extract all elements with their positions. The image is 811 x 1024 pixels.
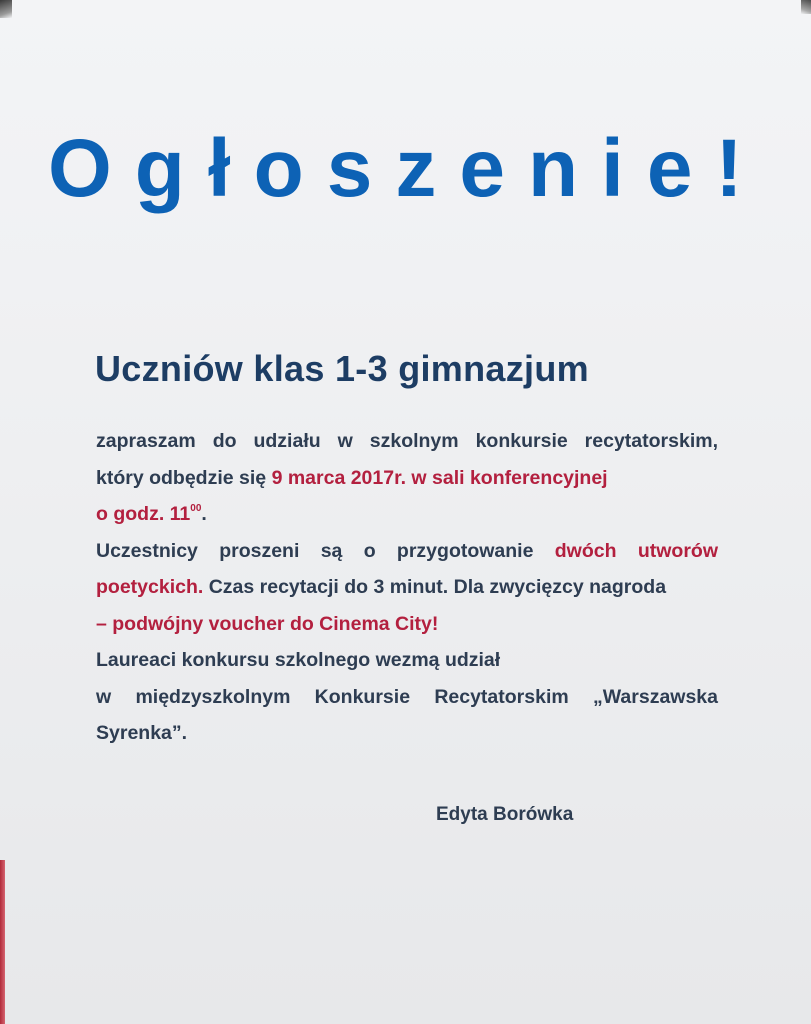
announcement-body bbox=[96, 423, 718, 752]
red-binder-edge bbox=[0, 860, 5, 1024]
tape-corner-right bbox=[801, 0, 811, 14]
body-line-2 bbox=[96, 460, 718, 497]
body-line-9: Syrenka”. bbox=[96, 722, 188, 744]
body-line-4-text: Uczestnicy proszeni są o przygotowanie bbox=[96, 539, 555, 562]
body-line-1: zapraszam do udziału w szkolnym konkursie recytatorskim, bbox=[96, 430, 718, 452]
event-time bbox=[96, 503, 201, 525]
prize-line: – podwójny voucher do Cinema City! bbox=[96, 612, 439, 635]
body-line-3 bbox=[96, 496, 718, 533]
event-time-period: . bbox=[201, 503, 207, 525]
event-time-hour: o godz. 11 bbox=[96, 503, 191, 525]
poems-type: poetyckich. bbox=[96, 576, 204, 598]
body-line-5 bbox=[96, 569, 718, 606]
body-line-7: Laureaci konkursu szkolnego wezmą udział bbox=[96, 649, 501, 671]
signature: Edyta Borówka bbox=[436, 804, 574, 825]
body-line-5-text: Czas recytacji do 3 minut. Dla zwycięzcy nagroda bbox=[203, 576, 667, 598]
event-date-place: 9 marca 2017r. w sali konferencyjnej bbox=[271, 466, 608, 489]
tape-corner-left bbox=[0, 0, 12, 18]
event-time-minutes: 00 bbox=[190, 503, 202, 514]
poems-count: dwóch utworów bbox=[554, 539, 718, 562]
announcement-title: Ogłoszenie! bbox=[48, 123, 766, 214]
body-line-8: w międzyszkolnym Konkursie Recytatorskim „Warszawska bbox=[96, 685, 718, 708]
audience-heading: Uczniów klas 1-3 gimnazjum bbox=[95, 348, 589, 389]
body-line-2-text: który odbędzie się bbox=[96, 466, 272, 489]
body-line-4 bbox=[96, 533, 718, 570]
